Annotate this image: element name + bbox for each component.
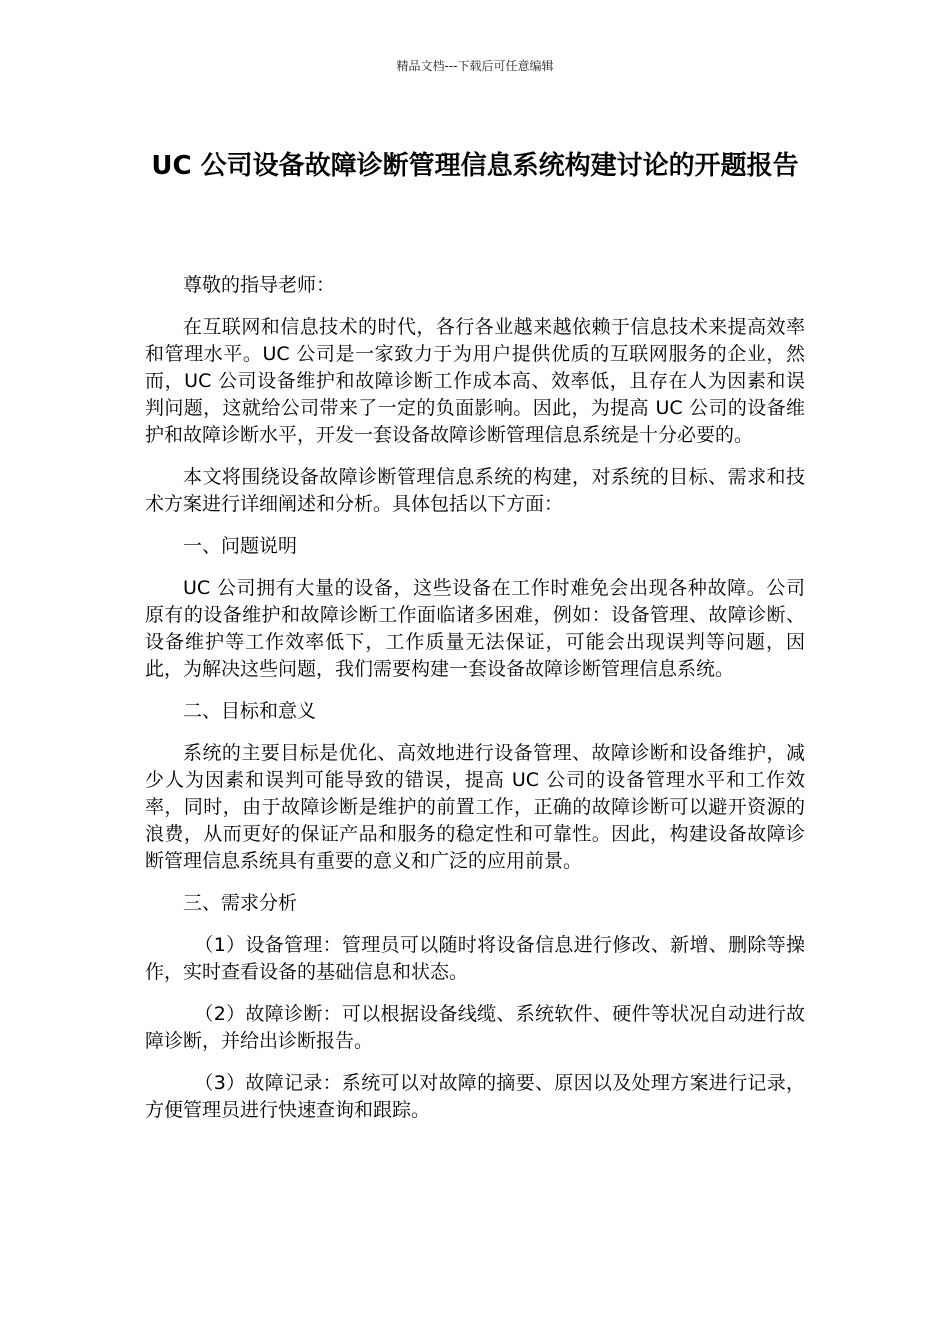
requirement-item-2: （2）故障诊断：可以根据设备线缆、系统软件、硬件等状况自动进行故障诊断，并给出诊断报告。 — [145, 1003, 805, 1052]
section-heading-goals: 二、目标和意义 — [183, 700, 317, 722]
requirement-item-3: （3）故障记录：系统可以对故障的摘要、原因以及处理方案进行记录，方便管理员进行快速查询和跟踪。 — [145, 1072, 805, 1121]
paragraph-problem: UC 公司拥有大量的设备，这些设备在工作时难免会出现各种故障。公司原有的设备维护和故障诊断工作面临诸多困难，例如：设备管理、故障诊断、设备维护等工作效率低下，工作质量无法保证，可能会出现误判等问题，因此，为解决这些问题，我们需要构建一套设备故障诊断管理信息系统。 — [145, 577, 805, 680]
header-note: 精品文档---下载后可任意编辑 — [396, 59, 554, 73]
document-body — [145, 272, 805, 1139]
requirement-item-1: （1）设备管理：管理员可以随时将设备信息进行修改、新增、删除等操作，实时查看设备的基础信息和状态。 — [145, 934, 805, 983]
section-heading-requirements: 三、需求分析 — [183, 892, 298, 914]
paragraph-scope: 本文将围绕设备故障诊断管理信息系统的构建，对系统的目标、需求和技术方案进行详细阐述和分析。具体包括以下方面： — [145, 466, 805, 515]
salutation: 尊敬的指导老师： — [183, 274, 336, 296]
document-title: UC 公司设备故障诊断管理信息系统构建讨论的开题报告 — [151, 151, 799, 181]
section-heading-problem: 一、问题说明 — [183, 535, 298, 557]
paragraph-intro: 在互联网和信息技术的时代，各行各业越来越依赖于信息技术来提高效率和管理水平。UC 公司是一家致力于为用户提供优质的互联网服务的企业，然而，UC 公司设备维护和故障诊断工作成本高、效率低，且存在人为因素和误判问题，这就给公司带来了一定的负面影响。因此，为提高 UC 公司的设备维护和故障诊断水平，开发一套设备故障诊断管理信息系统是十分必要的。 — [145, 316, 805, 446]
paragraph-goals: 系统的主要目标是优化、高效地进行设备管理、故障诊断和设备维护，减少人为因素和误判可能导致的错误，提高 UC 公司的设备管理水平和工作效率，同时，由于故障诊断是维护的前置工作，正确的故障诊断可以避开资源的浪费，从而更好的保证产品和服务的稳定性和可靠性。因此，构建设备故障诊断管理信息系统具有重要的意义和广泛的应用前景。 — [145, 742, 805, 872]
